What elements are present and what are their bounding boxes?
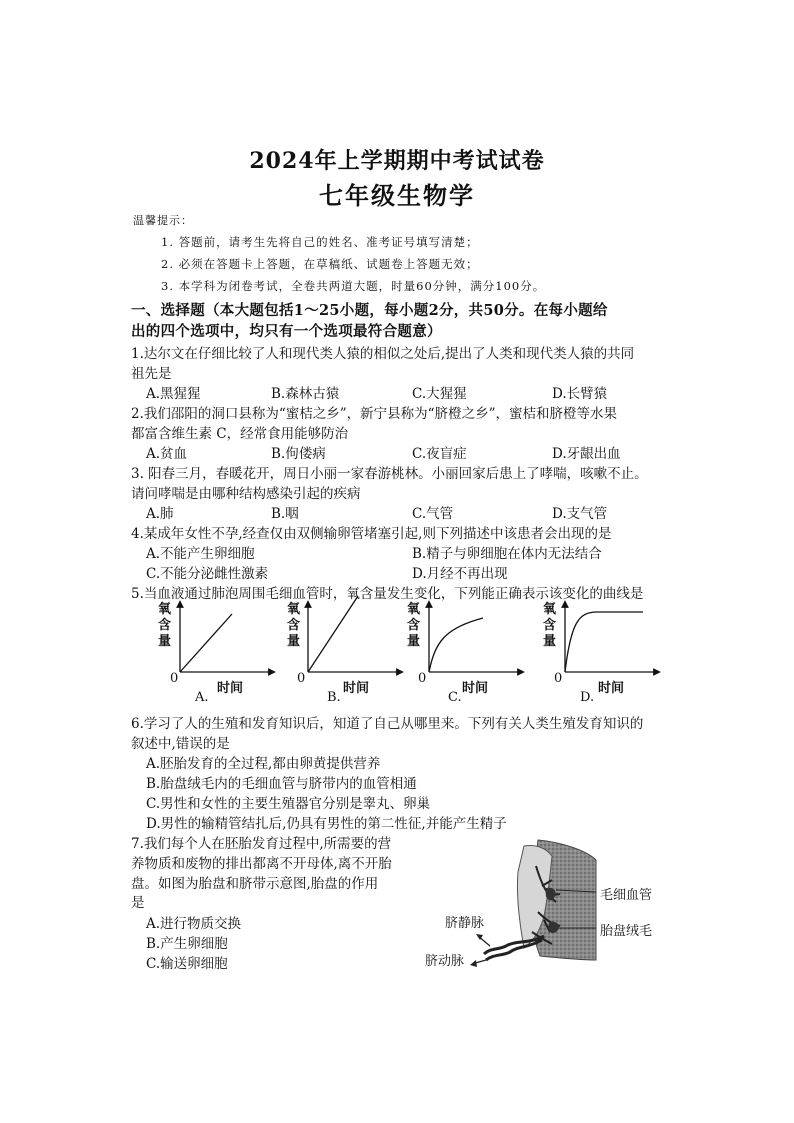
graph-c-label: C. [448, 690, 462, 705]
graph-d-label: D. [580, 690, 595, 705]
q3-option-b: B.咽 [271, 506, 299, 522]
label-placental-villi: 胎盘绒毛 [600, 924, 653, 939]
question-2-text: 2.我们邵阳的洞口县称为“蜜桔之乡”，新宁县称为“脐橙之乡”，蜜桔和脐橙等水果 [131, 406, 617, 422]
graph-b-label: B. [327, 690, 341, 705]
graph-a-curve [180, 614, 232, 672]
graph-b-curve [308, 596, 358, 672]
q1-option-b: B.森林古猿 [271, 386, 340, 402]
note-2: 2. 必须在答题卡上答题，在草稿纸、试题卷上答题无效； [161, 257, 479, 271]
question-3-text-2: 请问哮喘是由哪种结构感染引起的疾病 [131, 486, 361, 502]
graph-d-origin: 0 [554, 671, 563, 686]
q6-option-d: D.男性的输精管结扎后,仍具有男性的第二性征,并能产生精子 [146, 816, 507, 832]
note-3: 3. 本学科为闭卷考试，全卷共两道大题，时量60分钟，满分100分。 [161, 279, 546, 293]
q4-option-c: C.不能分泌雌性激素 [146, 566, 269, 582]
q1-option-c: C.大猩猩 [412, 386, 467, 402]
graph-c-plot [417, 600, 527, 682]
graph-b-xlabel: 时间 [343, 681, 370, 696]
graph-a-origin: 0 [170, 671, 179, 686]
section-heading-line1: 一、选择题（本大题包括1～25小题，每小题2分，共50分。在每小题给 [131, 302, 608, 319]
label-capillary: 毛细血管 [600, 888, 653, 903]
graph-b-ylabel: 氧 含 量 [287, 602, 301, 649]
question-3-text: 3. 阳春三月，春暖花开，周日小丽一家春游桃林。小丽回家后患上了哮喘，咳嗽不止。 [131, 466, 648, 482]
graph-c-origin: 0 [418, 671, 427, 686]
q4-option-a: A.不能产生卵细胞 [146, 546, 255, 562]
graph-d-plot [553, 600, 663, 682]
exam-subtitle: 七年级生物学 [319, 181, 475, 210]
question-1-text-2: 祖先是 [131, 366, 172, 382]
graph-d-ylabel: 氧 含 量 [543, 602, 557, 649]
q2-option-c: C.夜盲症 [412, 446, 467, 462]
graph-a-xlabel: 时间 [217, 681, 244, 696]
q6-option-a: A.胚胎发育的全过程,都由卵黄提供营养 [146, 756, 381, 772]
graph-d-curve [565, 612, 643, 672]
graph-c-curve [429, 618, 483, 672]
q3-option-d: D.支气管 [552, 506, 608, 522]
q2-option-d: D.牙龈出血 [552, 446, 621, 462]
question-1-text: 1.达尔文在仔细比较了人和现代类人猿的相似之处后,提出了人类和现代类人猿的共同 [131, 346, 635, 362]
q1-option-a: A.黑猩猩 [146, 386, 201, 402]
graph-a-label: A. [195, 690, 209, 705]
q2-option-a: A.贫血 [146, 446, 188, 462]
question-7-text-4: 是 [131, 895, 145, 911]
question-2-text-2: 都富含维生素 C，经常食用能够防治 [131, 426, 349, 442]
q1-option-d: D.长臂猿 [552, 386, 608, 402]
question-4-text: 4.某成年女性不孕,经查仅由双侧输卵管堵塞引起,则下列描述中该患者会出现的是 [131, 526, 612, 542]
graph-c-xlabel: 时间 [462, 681, 489, 696]
question-6-text: 6.学习了人的生殖和发育知识后，知道了自己从哪里来。下列有关人类生殖发育知识的 [131, 716, 644, 732]
question-6-text-2: 叙述中,错误的是 [131, 736, 230, 752]
q2-option-b: B.佝偻病 [271, 446, 326, 462]
graph-d-xlabel: 时间 [598, 681, 625, 696]
question-5-text: 5.当血液通过肺泡周围毛细血管时，氧含量发生变化，下列能正确表示该变化的曲线是 [131, 586, 644, 602]
question-7-text-2: 养物质和废物的排出都离不开母体,离不开胎 [131, 856, 392, 872]
artery-arrowhead [470, 960, 477, 967]
q3-option-c: C.气管 [412, 506, 454, 522]
label-umbilical-artery: 脐动脉 [425, 954, 465, 969]
notes-heading: 温馨提示： [133, 214, 193, 227]
exam-title: 2024年上学期期中考试试卷 [249, 148, 545, 174]
q3-option-a: A.肺 [146, 506, 174, 522]
graph-b-origin: 0 [297, 671, 306, 686]
q7-option-b: B.产生卵细胞 [146, 936, 228, 952]
q7-option-a: A.进行物质交换 [146, 916, 242, 932]
graph-c-ylabel: 氧 含 量 [407, 602, 421, 649]
note-1: 1. 答题前，请考生先将自己的姓名、准考证号填写清楚； [161, 235, 479, 249]
q4-option-d: D.月经不再出现 [412, 566, 508, 582]
graph-a-ylabel: 氧 含 量 [158, 602, 172, 649]
q7-option-c: C.输送卵细胞 [146, 956, 228, 972]
question-7-text-3: 盘。如图为胎盘和脐带示意图,胎盘的作用 [131, 876, 379, 892]
section-heading-line2: 出的四个选项中，均只有一个选项最符合题意） [131, 323, 442, 340]
q6-option-b: B.胎盘绒毛内的毛细血管与脐带内的血管相通 [146, 776, 417, 792]
q4-option-b: B.精子与卵细胞在体内无法结合 [412, 546, 602, 562]
label-umbilical-vein: 脐静脉 [445, 916, 485, 931]
graph-a-plot [168, 600, 278, 682]
umbilical-cord [484, 936, 544, 960]
question-7-text: 7.我们每个人在胚胎发育过程中,所需要的营 [131, 836, 392, 852]
q6-option-c: C.男性和女性的主要生殖器官分别是睾丸、卵巢 [146, 796, 431, 812]
graph-b-plot [296, 582, 406, 682]
